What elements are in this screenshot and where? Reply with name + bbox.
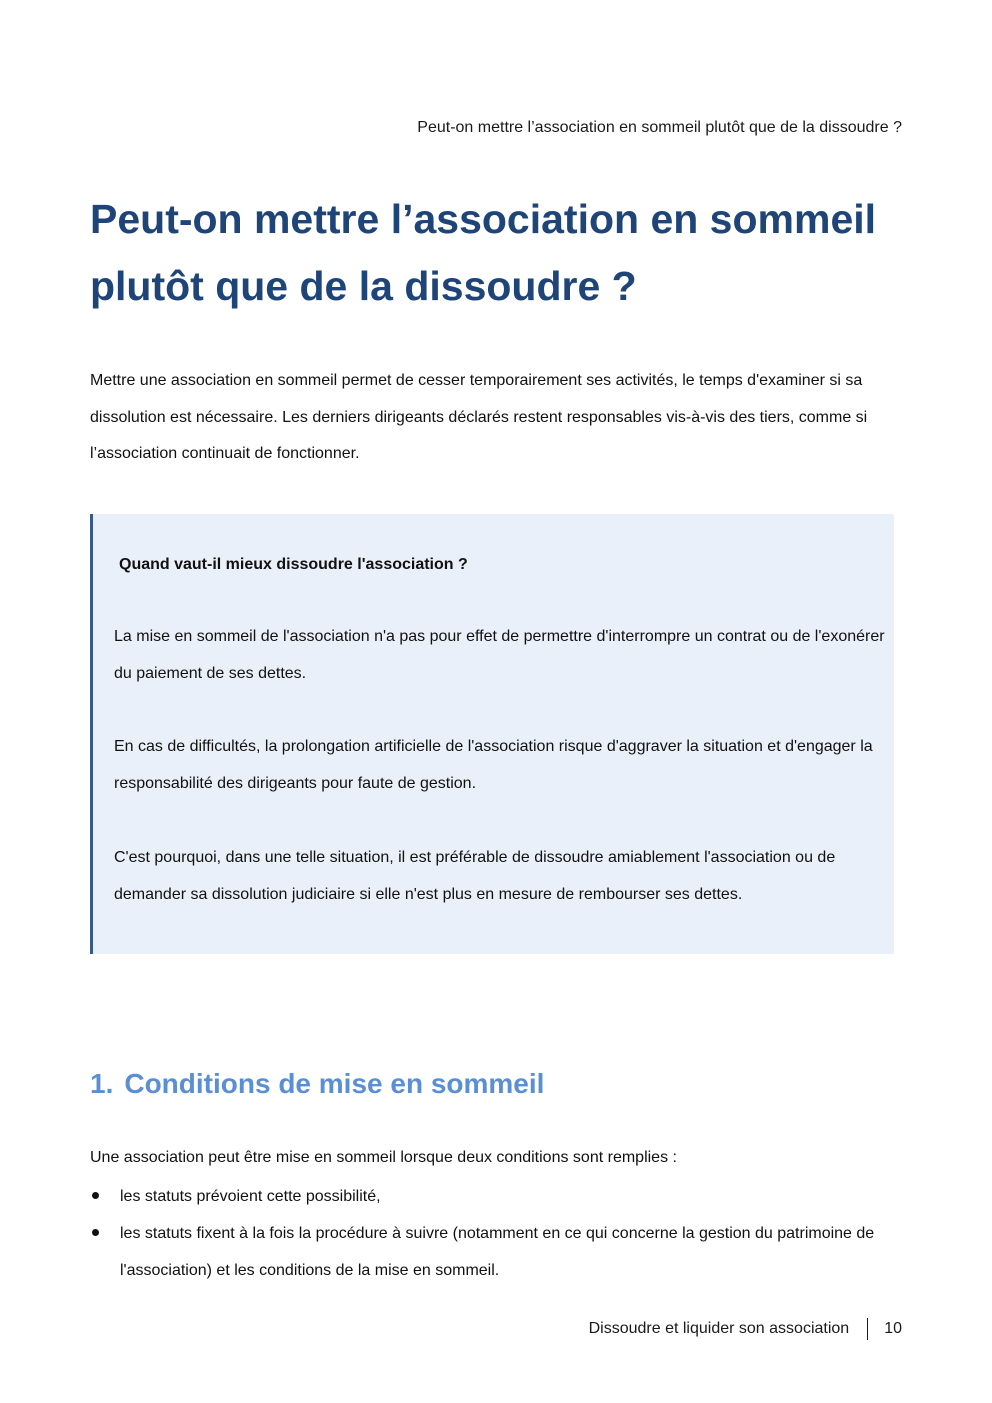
page-number: 10 xyxy=(884,1320,902,1337)
list-item-text: les statuts fixent à la fois la procédure à suivre (notamment en ce qui concerne la gestion du patrimoine de l'association) et les conditions de la mise en sommeil. xyxy=(120,1225,875,1279)
callout-paragraph: C'est pourquoi, dans une telle situation, il est préférable de dissoudre amiablement l'association ou de demander sa dissolution judiciaire si elle n'est plus en mesure de rembourser ses dettes. xyxy=(114,849,836,903)
section-heading-text: Conditions de mise en sommeil xyxy=(124,1068,545,1099)
callout-paragraph: La mise en sommeil de l'association n'a pas pour effet de permettre d'interrompre un contrat ou de l'exonérer du paiement de ses dettes. xyxy=(114,628,885,682)
section-heading xyxy=(90,1068,544,1100)
bullet-icon xyxy=(92,1192,99,1199)
bullet-icon xyxy=(92,1229,99,1236)
list-item-text: les statuts prévoient cette possibilité, xyxy=(120,1188,381,1205)
intro-paragraph: Mettre une association en sommeil permet de cesser temporairement ses activités, le temps d'examiner si sa dissolution est nécessaire. Les derniers dirigeants déclarés restent responsables vis-à-vis des tiers, comme si l’association continuait de fonctionner. xyxy=(90,372,868,462)
list-item xyxy=(90,1215,890,1289)
page-footer xyxy=(589,1318,902,1340)
section-intro: Une association peut être mise en sommeil lorsque deux conditions sont remplies : xyxy=(90,1149,677,1166)
list-item xyxy=(90,1178,890,1215)
footer-separator xyxy=(867,1318,868,1340)
page-title: Peut-on mettre l’association en sommeil plutôt que de la dissoudre ? xyxy=(90,196,877,309)
section-number: 1. xyxy=(90,1068,114,1099)
callout-paragraph: En cas de difficultés, la prolongation artificielle de l'association risque d'aggraver la situation et d'engager la responsabilité des dirigeants pour faute de gestion. xyxy=(114,738,873,792)
callout-box xyxy=(90,514,894,954)
callout-title: Quand vaut-il mieux dissoudre l'association ? xyxy=(119,556,468,573)
footer-document-title: Dissoudre et liquider son association xyxy=(588,1320,850,1337)
conditions-list xyxy=(90,1178,890,1289)
running-header: Peut-on mettre l’association en sommeil plutôt que de la dissoudre ? xyxy=(417,119,902,136)
